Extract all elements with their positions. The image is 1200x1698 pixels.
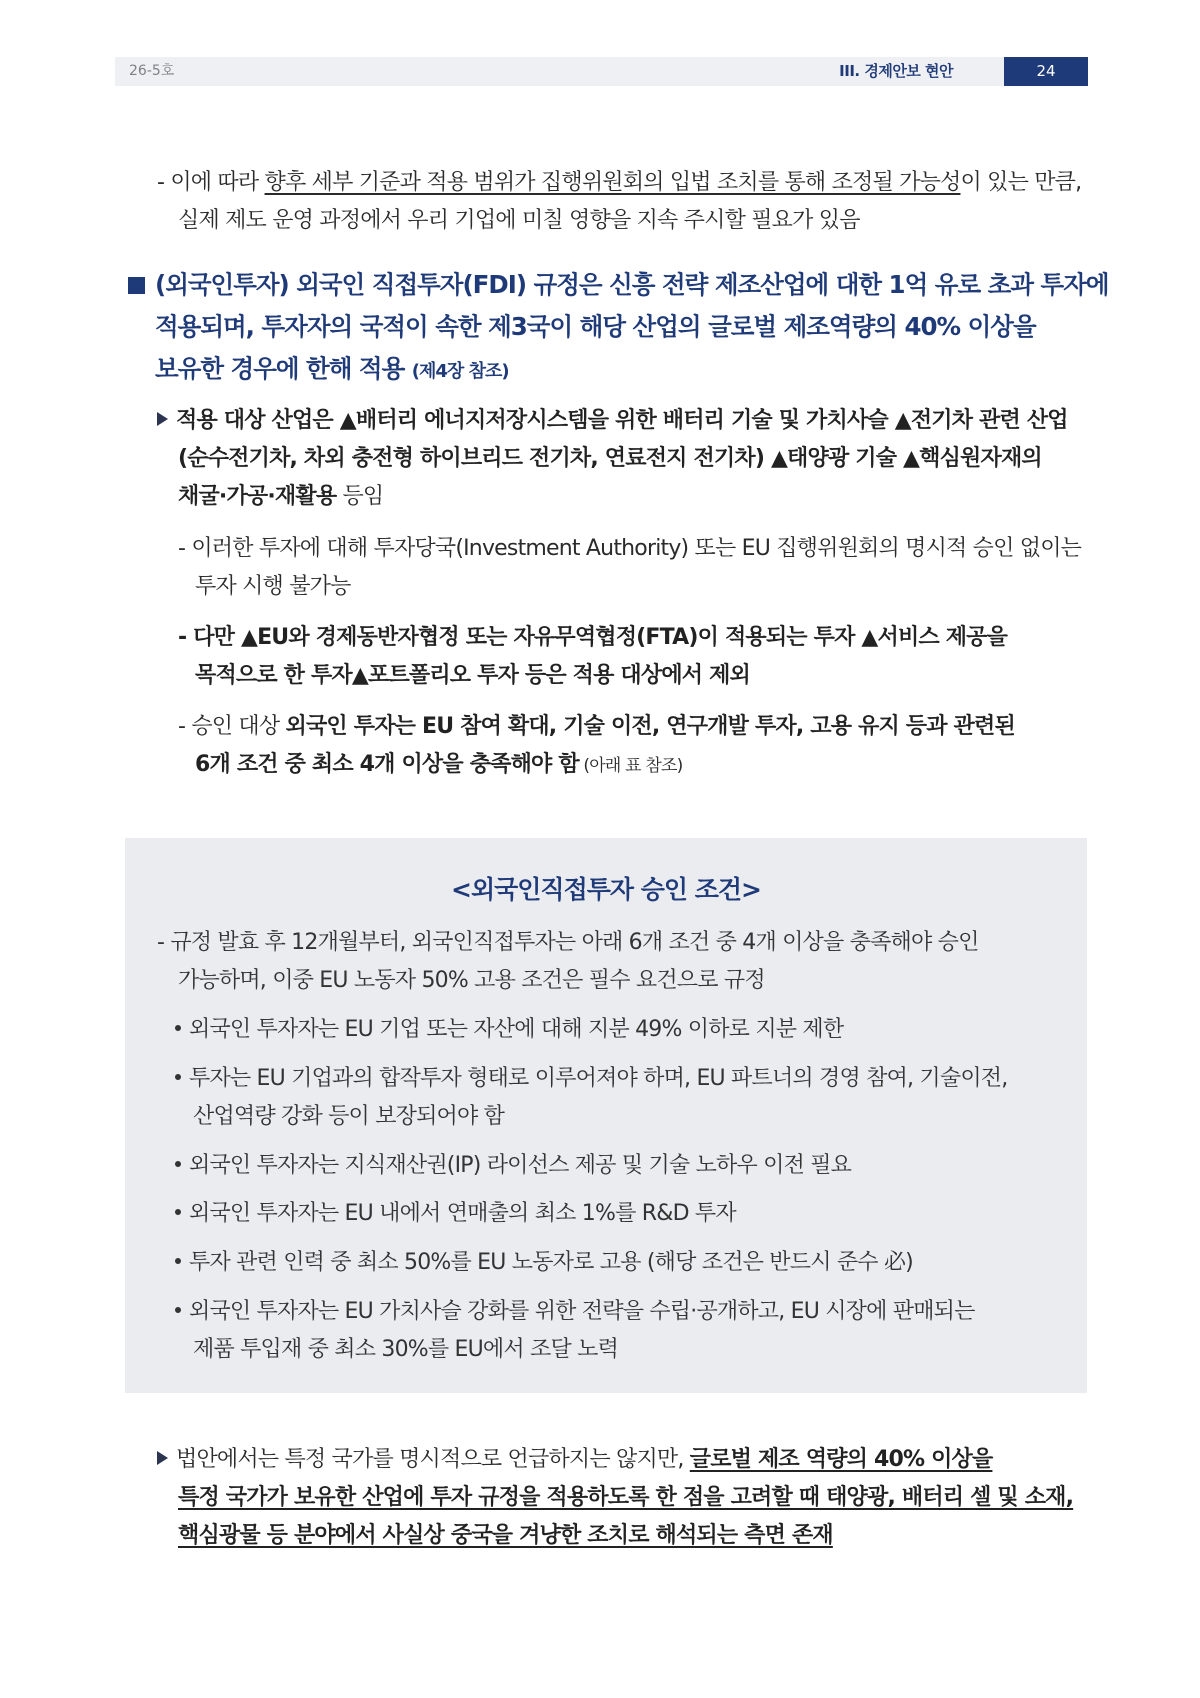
- heading-line-2: 적용되며, 투자자의 국적이 속한 제3국이 해당 산업의 글로벌 제조역량의 40% 이상을: [155, 312, 1036, 341]
- condition-6-line-2: 제품 투입재 중 최소 30%를 EU에서 조달 노력: [193, 1337, 619, 1362]
- table-reference: (아래 표 참조): [578, 756, 683, 776]
- sub1-line-1: - 이러한 투자에 대해 투자당국(Investment Authority) 또는 EU 집행위원회의 명시적 승인 없이는: [178, 536, 1082, 561]
- approval-conditions-box: [125, 838, 1087, 1393]
- sub3-bold: 외국인 투자는 EU 참여 확대, 기술 이전, 연구개발 투자, 고용 유지 등과 관련된: [285, 714, 1015, 739]
- bullet-dot-icon: [175, 1161, 181, 1167]
- bullet-dot-icon: [175, 1074, 181, 1080]
- condition-text: 외국인 투자자는 EU 기업 또는 자산에 대해 지분 49% 이하로 지분 제한: [189, 1017, 844, 1042]
- page-number: 24: [1004, 57, 1088, 86]
- condition-2: [175, 1060, 1007, 1098]
- scope-bold: 채굴·가공·재활용: [178, 484, 337, 509]
- scope-text: 적용 대상 산업은 ▲배터리 에너지저장시스템을 위한 배터리 기술 및 가치사슬 ▲전기차 관련 산업: [176, 408, 1068, 433]
- condition-2-line-2: 산업역량 강화 등이 보장되어야 함: [193, 1104, 505, 1129]
- bullet-dot-icon: [175, 1025, 181, 1031]
- scope-line-3: [178, 478, 383, 516]
- intro-line-2: 실제 제도 운영 과정에서 우리 기업에 미칠 영향을 지속 주시할 필요가 있음: [178, 208, 860, 233]
- heading-text: 보유한 경우에 한해 적용: [155, 354, 405, 383]
- page-header: [115, 57, 1088, 86]
- intro-text-end: 이 있는 만큼,: [960, 170, 1082, 195]
- bullet-dot-icon: [175, 1307, 181, 1313]
- bullet-dot-icon: [175, 1209, 181, 1215]
- condition-6: [175, 1293, 975, 1331]
- condition-text: 외국인 투자자는 지식재산권(IP) 라이선스 제공 및 기술 노하우 이전 필요: [189, 1153, 852, 1178]
- section-title: III. 경제안보 현안: [839, 62, 953, 80]
- sub3-line-2: [195, 746, 682, 785]
- box-title: <외국인직접투자 승인 조건>: [451, 875, 761, 904]
- condition-1: [175, 1011, 843, 1049]
- bullet-dot-icon: [175, 1258, 181, 1264]
- condition-text: 외국인 투자자는 EU 내에서 연매출의 최소 1%를 R&D 투자: [189, 1201, 736, 1226]
- condition-4: [175, 1195, 736, 1233]
- sub3-line-1: [178, 708, 1015, 746]
- sub2-line-1: - 다만 ▲EU와 경제동반자협정 또는 자유무역협정(FTA)이 적용되는 투자 ▲서비스 제공을: [178, 625, 1008, 650]
- scope-line-2: (순수전기차, 차외 충전형 하이브리드 전기차, 연료전지 전기차) ▲태양광 기술 ▲핵심원자재의: [178, 446, 1042, 471]
- condition-5: [175, 1244, 913, 1282]
- triangle-arrow-icon: [157, 1451, 168, 1465]
- heading-line-1: (외국인투자) 외국인 직접투자(FDI) 규정은 신흥 전략 제조산업에 대한 1억 유로 초과 투자에: [155, 270, 1109, 299]
- triangle-arrow-icon: [157, 412, 168, 426]
- intro-text: - 이에 따라: [157, 170, 265, 195]
- box-intro-line-1: - 규정 발효 후 12개월부터, 외국인직접투자는 아래 6개 조건 중 4개 이상을 충족해야 승인: [157, 930, 979, 955]
- condition-text: 투자는 EU 기업과의 합작투자 형태로 이루어져야 하며, EU 파트너의 경영 참여, 기술이전,: [189, 1066, 1008, 1091]
- closing-underlined: 글로벌 제조 역량의 40% 이상을: [689, 1447, 993, 1472]
- condition-text: 투자 관련 인력 중 최소 50%를 EU 노동자로 고용 (해당 조건은 반드시 준수 必): [189, 1250, 913, 1275]
- sub3-bold-2: 6개 조건 중 최소 4개 이상을 충족해야 함: [195, 752, 579, 777]
- condition-text: 외국인 투자자는 EU 가치사슬 강화를 위한 전략을 수립·공개하고, EU 시장에 판매되는: [189, 1299, 975, 1324]
- sub3-text: - 승인 대상: [178, 714, 286, 739]
- square-bullet-icon: [128, 277, 145, 294]
- closing-line-1: [157, 1441, 992, 1479]
- issue-number: 26-5호: [129, 63, 175, 79]
- scope-end: 등임: [336, 484, 384, 509]
- section-heading: [128, 264, 1109, 394]
- box-intro-line-2: 가능하며, 이중 EU 노동자 50% 고용 조건은 필수 요건으로 규정: [178, 968, 765, 993]
- heading-line-3: [155, 348, 509, 393]
- closing-line-3: 핵심광물 등 분야에서 사실상 중국을 겨냥한 조치로 해석되는 측면 존재: [178, 1523, 833, 1548]
- condition-3: [175, 1147, 851, 1185]
- closing-line-2: 특정 국가가 보유한 산업에 투자 규정을 적용하도록 한 점을 고려할 때 태양광, 배터리 셀 및 소재,: [178, 1485, 1074, 1510]
- chapter-reference: (제4장 참조): [411, 361, 509, 382]
- closing-text: 법안에서는 특정 국가를 명시적으로 언급하지는 않지만,: [176, 1447, 690, 1472]
- intro-underlined: 향후 세부 기준과 적용 범위가 집행위원회의 입법 조치를 통해 조정될 가능성: [264, 170, 961, 195]
- scope-line-1: [157, 402, 1068, 440]
- sub2-line-2: 목적으로 한 투자▲포트폴리오 투자 등은 적용 대상에서 제외: [195, 663, 750, 688]
- sub1-line-2: 투자 시행 불가능: [195, 574, 351, 599]
- intro-line-1: [157, 164, 1081, 202]
